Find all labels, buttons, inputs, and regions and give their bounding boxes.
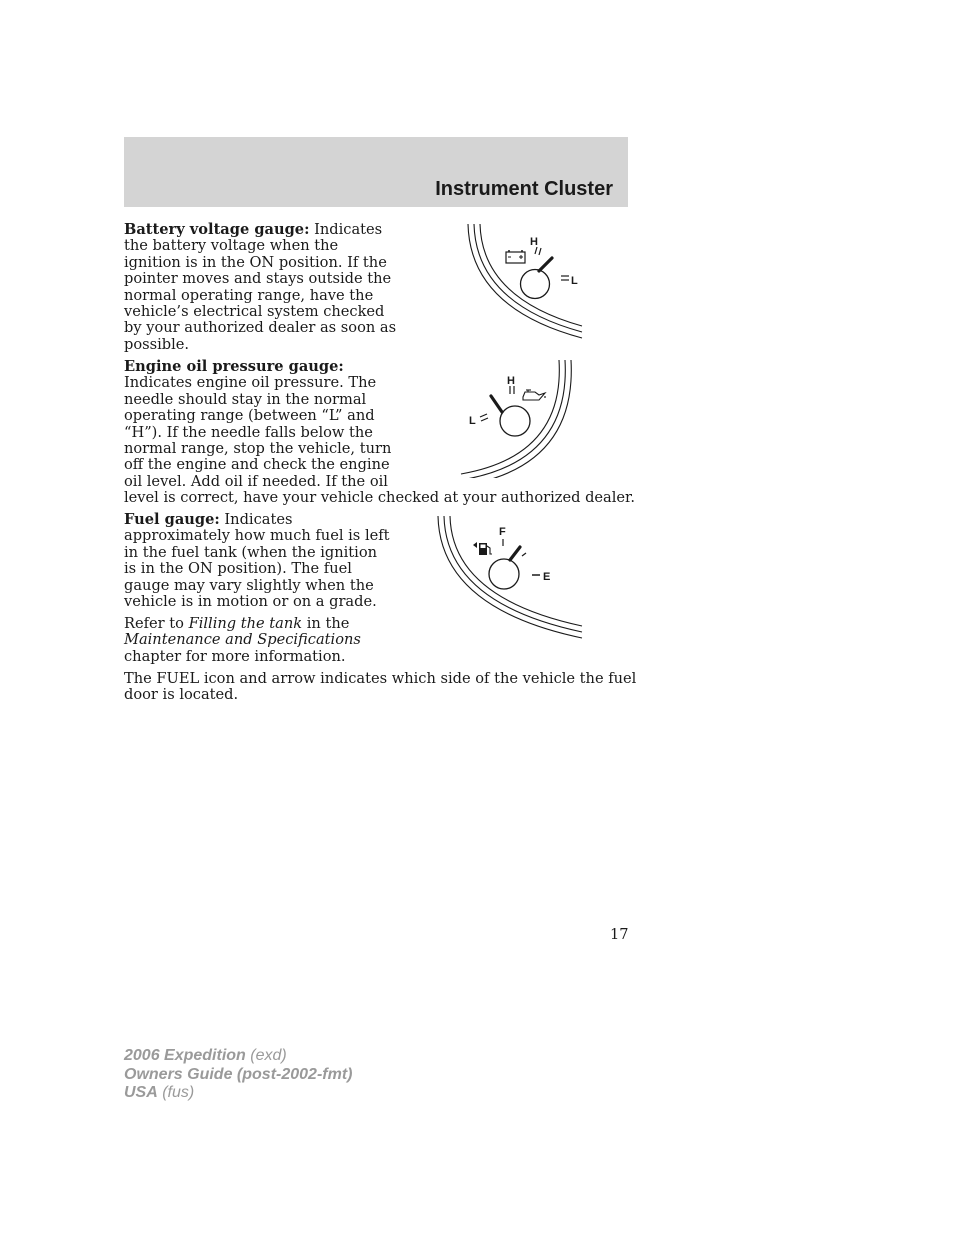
section-header <box>124 137 628 207</box>
fuel-pump-icon <box>479 543 492 555</box>
oil-low-label: L <box>469 415 476 427</box>
battery-high-label: H <box>530 236 538 248</box>
fuel-door-arrow-icon <box>473 542 477 548</box>
section-title: Instrument Cluster <box>435 178 613 200</box>
battery-gauge <box>460 220 590 342</box>
oil-can-icon <box>523 390 546 400</box>
battery-term: Battery voltage gauge: <box>124 221 310 238</box>
fuel-empty-label: E <box>543 571 551 583</box>
footer: 2006 Expedition (exd) Owners Guide (post-2002-fmt) USA (fus) <box>124 1047 353 1101</box>
oil-pressure-gauge <box>455 356 585 478</box>
oil-paragraph: Engine oil pressure gauge: Indicates engine oil pressure. The needle should stay in the normal operating range (between “L” and “H”). If the needle falls below the normal range, stop the vehicle, turn off the engine and check the engine oil level. Add oil if needed. If the oil level is correct, have your vehicle checked at your authorized dealer. <box>124 358 636 507</box>
filling-the-tank-reference: Filling the tank <box>188 615 303 632</box>
fuel-term: Fuel gauge: <box>124 511 220 528</box>
fuel-refer-paragraph: Refer to Filling the tank in the Maintenance and Specifications chapter for more information. <box>124 615 361 665</box>
battery-low-label: L <box>571 275 578 287</box>
fuel-icon-paragraph: The FUEL icon and arrow indicates which side of the vehicle the fuel door is located. <box>124 670 637 704</box>
maintenance-chapter-reference: Maintenance and Specifications <box>124 631 361 649</box>
oil-high-label: H <box>507 375 515 387</box>
oil-term: Engine oil pressure gauge: <box>124 358 344 375</box>
fuel-paragraph: Fuel gauge: Indicates approximately how much fuel is left in the fuel tank (when the ignition is in the ON position). The fuel gauge may vary slightly when the vehicle is in motion or on a grade. <box>124 511 390 611</box>
battery-paragraph: Battery voltage gauge: Indicates the battery voltage when the ignition is in the ON position. If the pointer moves and stays outside the normal operating range, have the vehicle’s electrical system checked by your authorized dealer as soon as possible. <box>124 221 397 353</box>
fuel-gauge <box>430 512 600 644</box>
fuel-full-label: F <box>499 526 506 538</box>
battery-icon <box>506 250 525 263</box>
page-number: 17 <box>610 926 629 943</box>
